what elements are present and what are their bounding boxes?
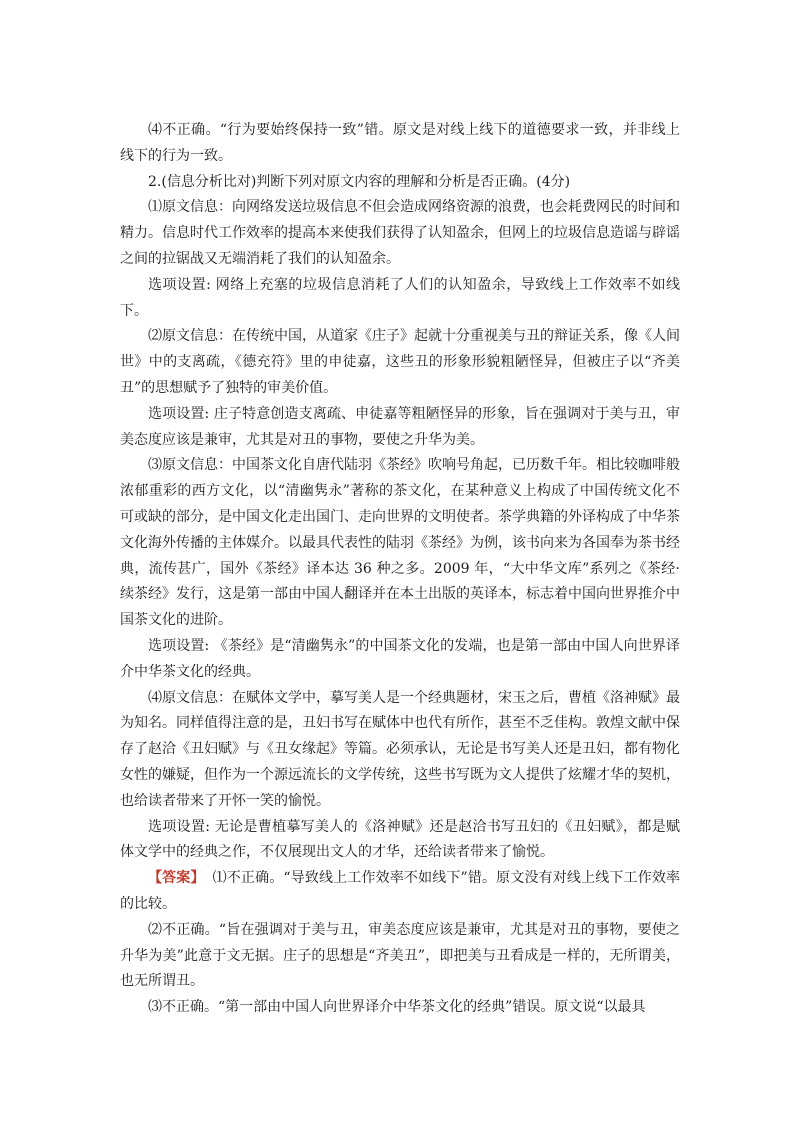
source-info-4: ⑷原文信息：在赋体文学中，摹写美人是一个经典题材，宋玉之后，曹植《洛神赋》最为知名。同样值得注意的是，丑妇书写在赋体中也代有所作，甚至不乏佳构。敦煌文献中保存了赵洽《丑妇赋》与《丑女缘起》等篇。必须承认，无论是书写美人还是丑妇，都有物化女性的嫌疑，但作为一个源远流长的文学传统，这些书写既为文人提供了炫耀才华的契机，也给读者带来了开怀一笑的愉悦。 bbox=[120, 689, 680, 809]
answer-paragraph-3: ⑶不正确。“第一部由中国人向世界译介中华茶文化的经典”错误。原文说“以最具 bbox=[148, 999, 646, 1016]
document-page bbox=[120, 118, 680, 1021]
answer-tag: 【答案】 bbox=[148, 870, 205, 887]
source-info-1: ⑴原文信息：向网络发送垃圾信息不但会造成网络资源的浪费，也会耗费网民的时间和精力。信息时代工作效率的提高本来使我们获得了认知盈余，但网上的垃圾信息造谣与辟谣之间的拉锯战又无端消耗了我们的认知盈余。 bbox=[120, 199, 680, 267]
source-info-3: ⑶原文信息：中国茶文化自唐代陆羽《茶经》吹响号角起，已历数千年。相比较咖啡般浓郁重彩的西方文化，以“清幽隽永”著称的茶文化，在某种意义上构成了中国传统文化不可或缺的部分，是中国文化走出国门、走向世界的文明使者。茶学典籍的外译构成了中华茶文化海外传播的主体媒介。以最具代表性的陆羽《茶经》为例，该书向来为各国奉为茶书经典，流传甚广，国外《茶经》译本达 36 种之多。2009 年，“大中华文库”系列之《茶经·续茶经》发行，这是第一部由中国人翻译并在本土出版的英译本，标志着中国向世界推介中国茶文化的进阶。 bbox=[120, 457, 680, 629]
answer-paragraph-1 bbox=[120, 866, 680, 918]
option-setting-4: 选项设置: 无论是曹植摹写美人的《洛神赋》还是赵洽书写丑妇的《丑妇赋》，都是赋体文学中的经典之作，不仅展现出文人的才华，还给读者带来了愉悦。 bbox=[120, 818, 680, 861]
option-setting-3: 选项设置: 《茶经》是“清幽隽永”的中国茶文化的发端，也是第一部由中国人向世界译介中华茶文化的经典。 bbox=[120, 637, 680, 680]
question-2-heading: 2.(信息分析比对)判断下列对原文内容的理解和分析是否正确。(4分) bbox=[148, 173, 571, 190]
answer-1-text: ⑴不正确。“导致线上工作效率不如线下”错。原文没有对线上线下工作效率的比较。 bbox=[120, 870, 681, 912]
paragraph-prev-answer-4: ⑷不正确。“行为要始终保持一致”错。原文是对线上线下的道德要求一致，并非线上线下的行为一致。 bbox=[120, 122, 680, 164]
source-info-2: ⑵原文信息：在传统中国，从道家《庄子》起就十分重视美与丑的辩证关系，像《人间世》中的支离疏，《德充符》里的申徒嘉，这些丑的形象形貌粗陋怪异，但被庄子以“齐美丑”的思想赋予了独特的审美价值。 bbox=[120, 328, 680, 396]
answer-paragraph-2: ⑵不正确。“旨在强调对于美与丑，审美态度应该是兼审，尤其是对丑的事物，要使之升华为美”此意于文无据。庄子的思想是“齐美丑”，即把美与丑看成是一样的，无所谓美，也无所谓丑。 bbox=[120, 921, 680, 990]
option-setting-2: 选项设置: 庄子特意创造支离疏、申徒嘉等粗陋怪异的形象，旨在强调对于美与丑，审美态度应该是兼审，尤其是对丑的事物，要使之升华为美。 bbox=[120, 405, 680, 448]
option-setting-1: 选项设置: 网络上充塞的垃圾信息消耗了人们的认知盈余，导致线上工作效率不如线下。 bbox=[120, 276, 680, 319]
